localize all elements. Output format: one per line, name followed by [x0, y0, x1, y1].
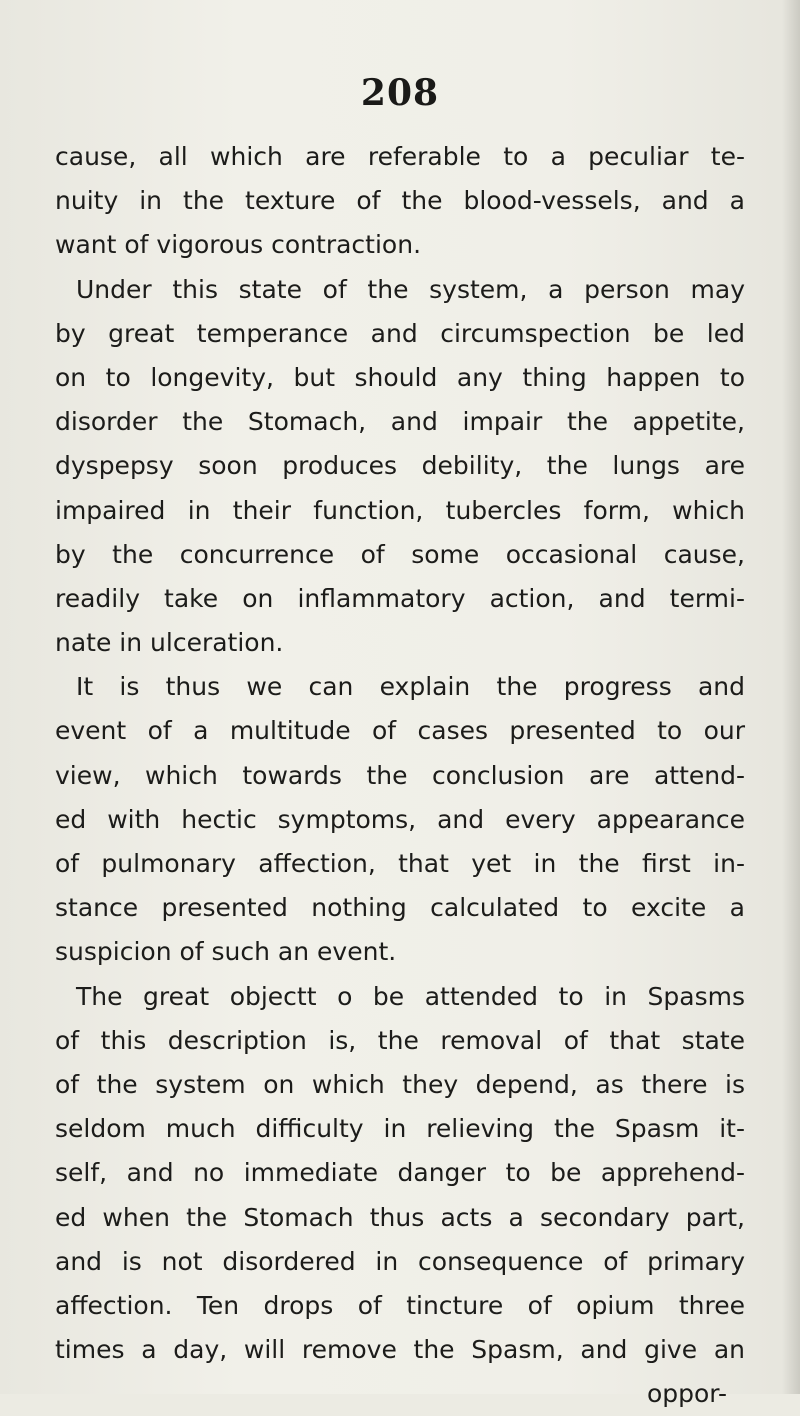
page-number: 208: [360, 72, 440, 114]
text-line: stance presented nothing calculated to excite a: [55, 893, 745, 923]
text-line: affection. Ten drops of tincture of opium three: [55, 1290, 745, 1320]
text-line: ed when the Stomach thus acts a secondary part,: [55, 1202, 745, 1232]
text-line: want of vigorous contraction.: [55, 230, 422, 260]
body-text: [55, 135, 745, 1416]
text-line: view, which towards the conclusion are attend-: [55, 760, 745, 790]
text-line: self, and no immediate danger to be apprehend-: [55, 1158, 745, 1188]
text-line: cause, all which are referable to a peculiar te-: [55, 142, 745, 171]
text-line: of pulmonary affection, that yet in the first in-: [55, 849, 745, 878]
text-line: nuity in the texture of the blood-vessels, and a: [55, 186, 745, 216]
text-line: readily take on inflammatory action, and termi-: [55, 583, 745, 613]
text-line: times a day, will remove the Spasm, and give an: [55, 1335, 745, 1365]
text-line: and is not disordered in consequence of primary: [55, 1246, 745, 1276]
text-line: seldom much difficulty in relieving the Spasm it-: [55, 1114, 745, 1144]
page-edge-shadow: [782, 0, 800, 1394]
text-line: on to longevity, but should any thing happen to: [55, 362, 745, 392]
paragraph-start-line: It is thus we can explain the progress and: [76, 672, 745, 702]
text-line: impaired in their function, tubercles form, which: [55, 495, 745, 525]
paragraph-start-line: Under this state of the system, a person may: [76, 274, 745, 304]
text-line: by great temperance and circumspection be led: [55, 318, 745, 348]
paragraph-start-line: The great objectt o be attended to in Spasms: [76, 981, 745, 1011]
text-line: of this description is, the removal of that state: [55, 1025, 745, 1055]
text-line: disorder the Stomach, and impair the appetite,: [55, 407, 745, 437]
text-line: by the concurrence of some occasional cause,: [55, 539, 745, 569]
text-line: dyspepsy soon produces debility, the lungs are: [55, 451, 745, 481]
text-line: event of a multitude of cases presented to our: [55, 716, 745, 746]
text-line: of the system on which they depend, as there is: [55, 1069, 745, 1099]
catchword: oppor-: [646, 1379, 727, 1409]
text-line: nate in ulceration.: [55, 628, 284, 658]
text-line: suspicion of such an event.: [55, 937, 397, 967]
text-line: ed with hectic symptoms, and every appearance: [55, 804, 745, 834]
